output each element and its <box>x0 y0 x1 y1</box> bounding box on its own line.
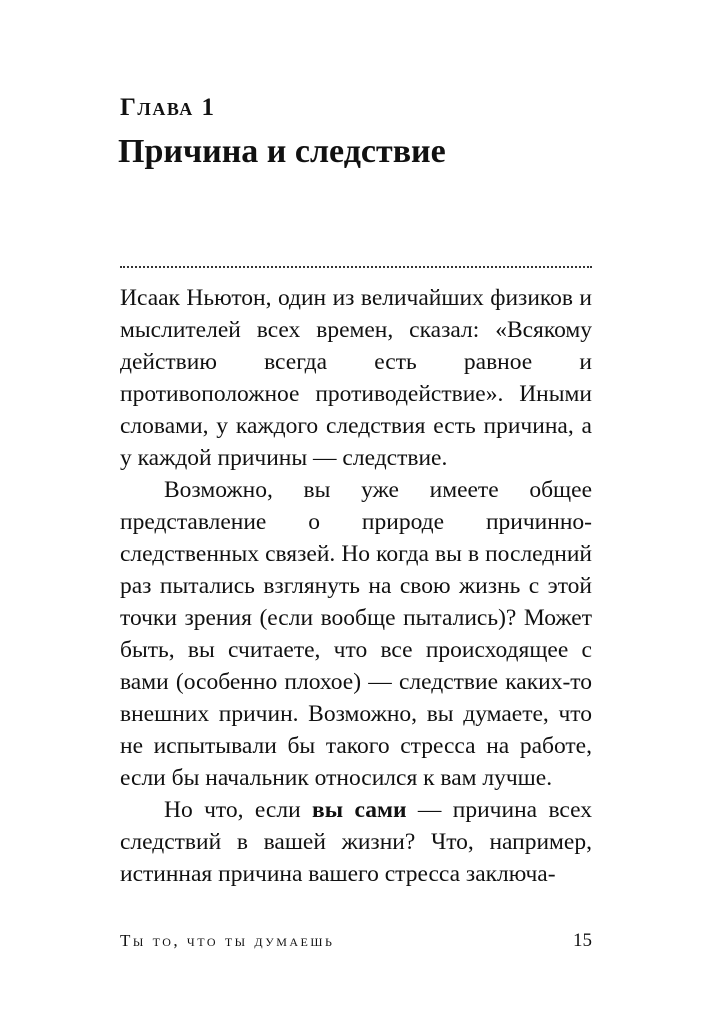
paragraph-2: Возможно, вы уже имеете общее представление о природе причинно-следственных связей. Но когда вы в последний раз пытались взглянуть на свою жизнь с этой точки зрения (если вообще пытались)? Может быть, вы считаете, что все происходящее с вами (особенно плохое) — следствие каких-то внешних причин. Возможно, вы думаете, что не испытывали бы такого стресса на работе, если бы начальник относился к вам лучше. <box>120 477 592 791</box>
paragraph-3-emphasis: вы сами <box>312 797 407 823</box>
chapter-label: Глава 1 <box>120 94 216 121</box>
body-text <box>120 282 592 890</box>
paragraph-3 <box>120 794 592 890</box>
paragraph-1: Исаак Ньютон, один из величайших физиков и мыслителей всех времен, сказал: «Всякому действию всегда есть равное и противоположное противодействие». Иными словами, у каждого следствия есть причина, а у каждой причины — следствие. <box>120 285 592 471</box>
page-number: 15 <box>573 930 592 951</box>
paragraph-3-end: — причина всех следствий в вашей жизни? Что, например, истинная причина вашего стресса заключа- <box>120 797 593 887</box>
running-title: Ты то, что ты думаешь <box>120 931 335 950</box>
page-footer <box>120 928 592 954</box>
chapter-title: Причина и следствие <box>118 133 446 170</box>
paragraph-3-start: Но что, если <box>164 797 313 823</box>
dotted-divider <box>120 266 592 268</box>
